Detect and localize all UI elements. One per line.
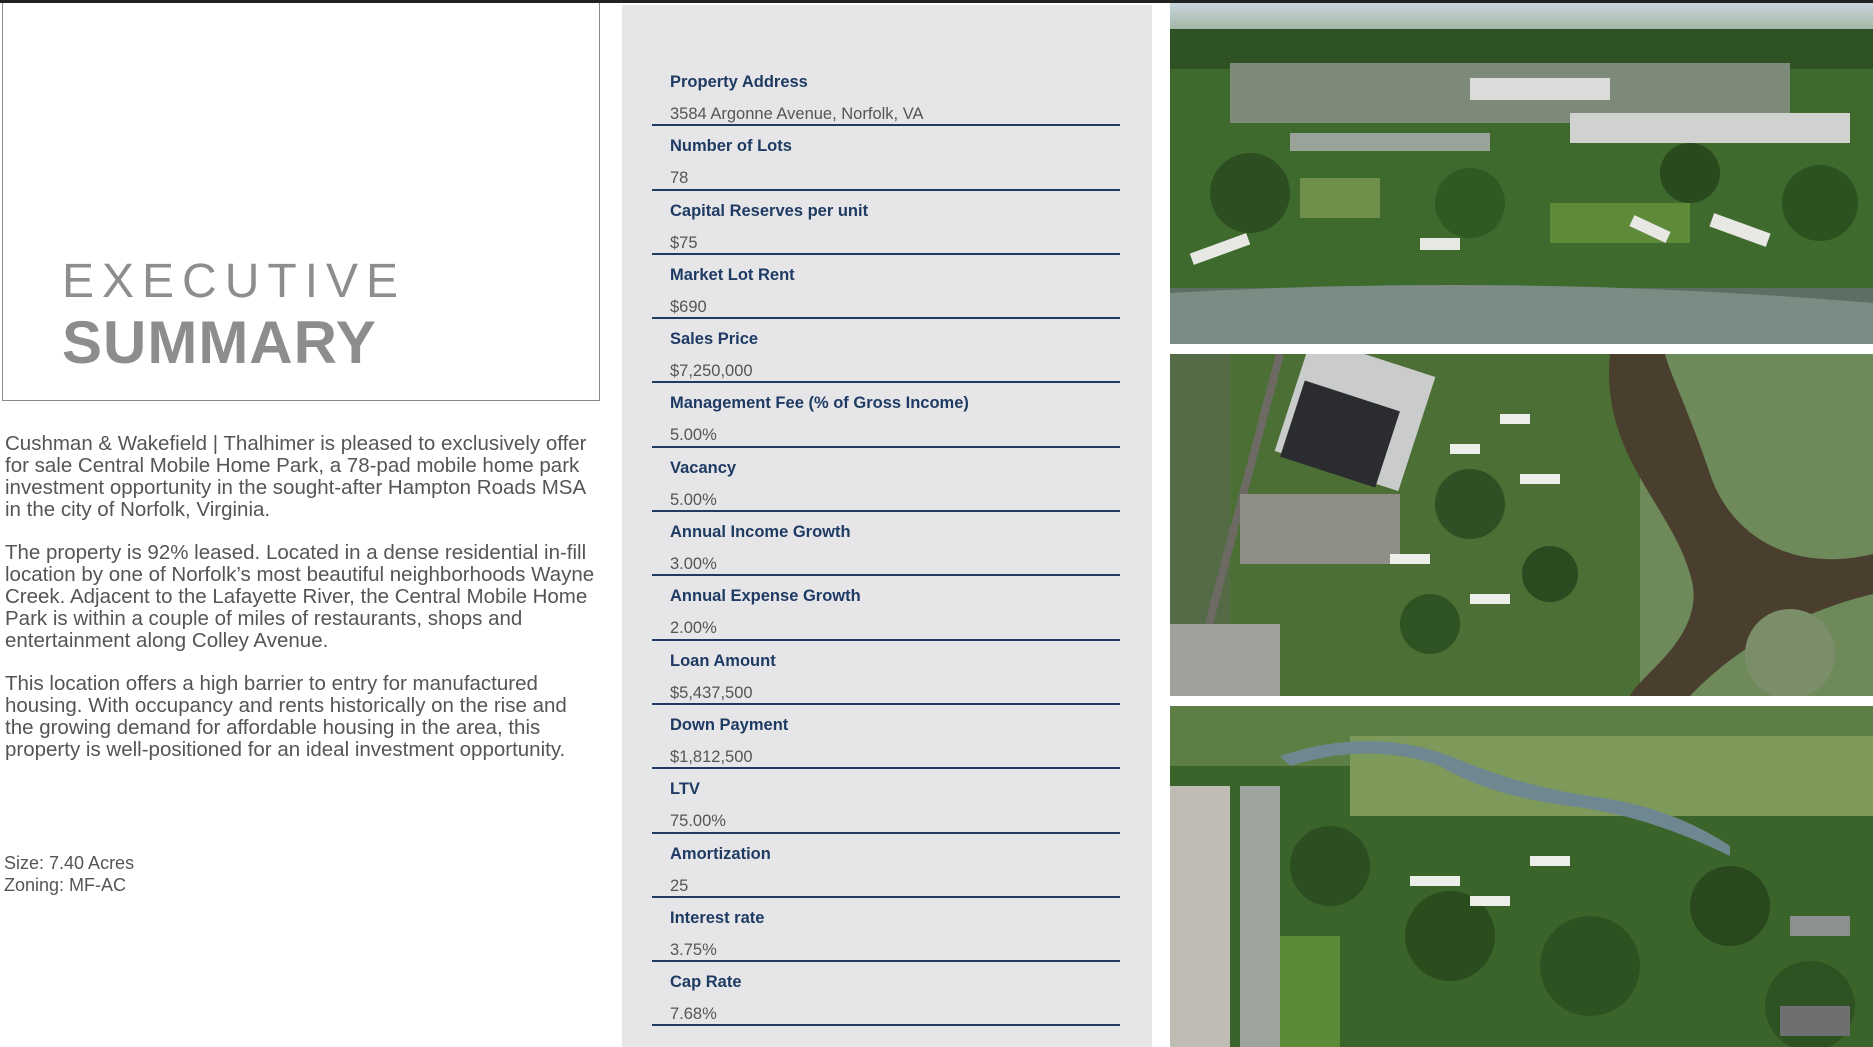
spec-label: Capital Reserves per unit	[670, 201, 869, 220]
spec-row	[652, 255, 1120, 319]
spec-row	[652, 126, 1120, 190]
spec-label: Annual Expense Growth	[670, 587, 861, 606]
spec-row	[652, 512, 1120, 576]
summary-body	[5, 433, 595, 782]
spec-label: Cap Rate	[670, 973, 742, 992]
spec-value: 5.00%	[670, 490, 717, 509]
spec-value: 7.68%	[670, 1005, 717, 1024]
spec-label: Management Fee (% of Gross Income)	[670, 394, 969, 413]
spec-value: 78	[670, 169, 689, 188]
spec-row	[652, 898, 1120, 962]
spec-label: Sales Price	[670, 330, 759, 349]
aerial-photo-1	[1170, 3, 1873, 344]
spec-value: 3.00%	[670, 555, 717, 574]
spec-value: 2.00%	[670, 619, 717, 638]
spec-row	[652, 962, 1120, 1026]
spec-value: 3584 Argonne Avenue, Norfolk, VA	[670, 105, 924, 123]
spec-value: 5.00%	[670, 426, 717, 445]
size-text: Size: 7.40 Acres	[4, 853, 135, 873]
aerial-photo-2	[1170, 354, 1873, 696]
spec-row	[652, 834, 1120, 898]
spec-row	[652, 62, 1120, 126]
summary-paragraph-2: The property is 92% leased. Located in a dense residential in-fill location by one of Norfolk’s most beautiful neighborhoods Wayne Creek. Adjacent to the Lafayette River, the Central Mobile Home Park is within a couple of miles of restaurants, shops and entertainment along Colley Avenue.	[5, 541, 595, 652]
spec-value: $7,250,000	[670, 362, 753, 381]
spec-row	[652, 448, 1120, 512]
spec-panel	[622, 5, 1152, 1047]
spec-label: Amortization	[670, 844, 771, 863]
zoning-text: Zoning: MF-AC	[4, 875, 127, 895]
spec-row	[652, 705, 1120, 769]
spec-value: $75	[670, 233, 698, 252]
spec-label: Market Lot Rent	[670, 265, 795, 284]
title-executive: EXECUTIVE	[62, 255, 407, 308]
spec-label: LTV	[670, 780, 700, 799]
property-meta	[4, 852, 134, 896]
spec-value: $5,437,500	[670, 683, 753, 702]
spec-row	[652, 576, 1120, 640]
spec-row	[652, 641, 1120, 705]
summary-paragraph-1: Cushman & Wakefield | Thalhimer is pleased to exclusively offer for sale Central Mobile Home Park, a 78-pad mobile home park investment opportunity in the sought-after Hampton Roads MSA in the city of Norfolk, Virginia.	[5, 432, 587, 521]
spec-label: Interest rate	[670, 908, 765, 927]
spec-value: 75.00%	[670, 812, 726, 831]
spec-row	[652, 769, 1120, 833]
spec-value: 25	[670, 876, 689, 895]
spec-label: Down Payment	[670, 715, 789, 734]
spec-label: Loan Amount	[670, 651, 776, 670]
summary-paragraph-3: This location offers a high barrier to entry for manufactured housing. With occupancy and rents historically on the rise and the growing demand for affordable housing in the area, this property is well-positioned for an ideal investment opportunity.	[5, 672, 567, 761]
spec-list	[652, 62, 1120, 1026]
spec-value: $690	[670, 297, 707, 316]
aerial-photo-3	[1170, 706, 1873, 1047]
spec-row	[652, 319, 1120, 383]
title-summary: SUMMARY	[62, 309, 377, 376]
spec-value: 3.75%	[670, 940, 717, 959]
spec-label: Annual Income Growth	[670, 523, 851, 542]
spec-row	[652, 191, 1120, 255]
spec-label: Property Address	[670, 73, 808, 91]
spec-value: $1,812,500	[670, 747, 753, 766]
spec-label: Vacancy	[670, 458, 737, 477]
spec-label: Number of Lots	[670, 137, 792, 156]
spec-row	[652, 383, 1120, 447]
